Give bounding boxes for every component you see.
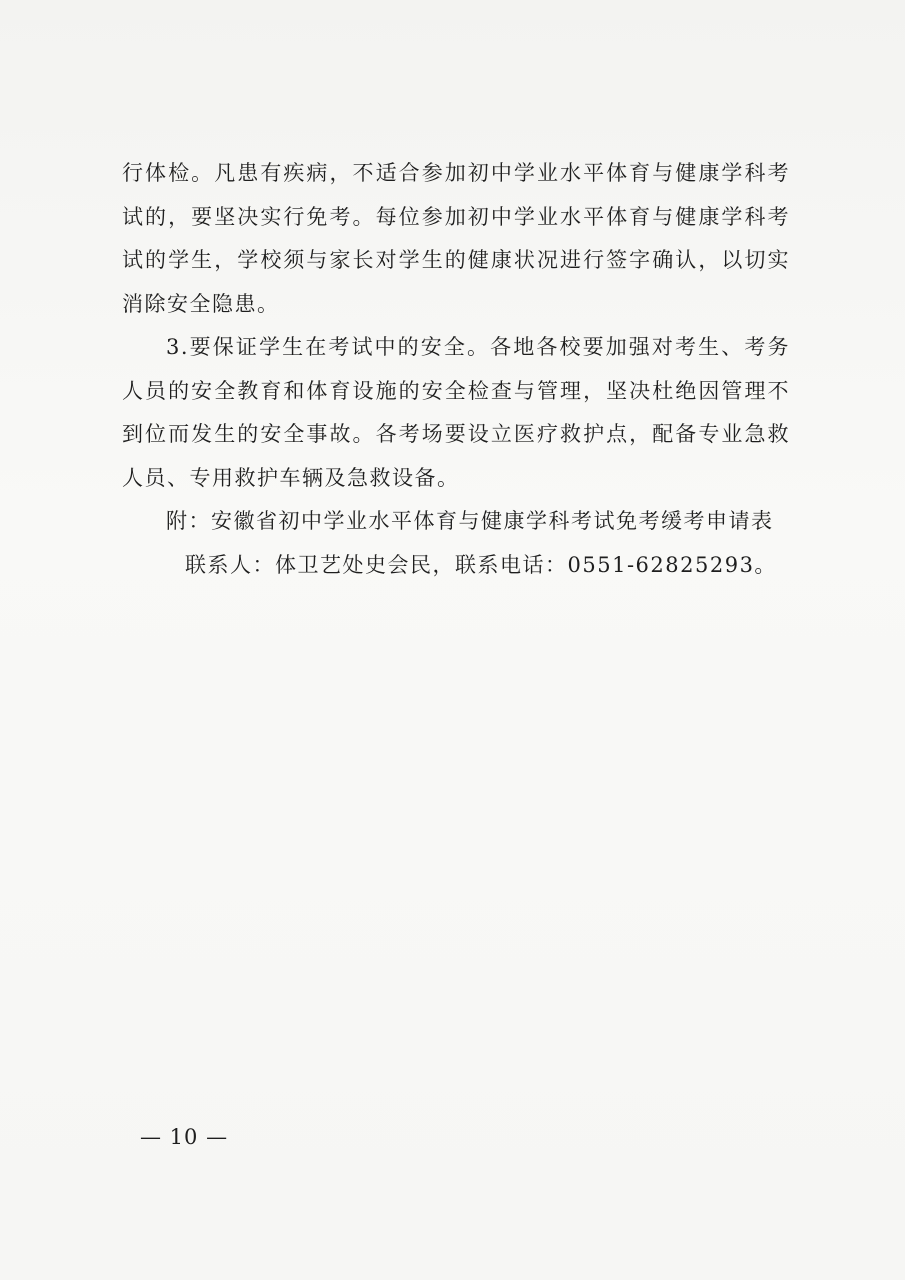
paragraph-attachment: 附：安徽省初中学业水平体育与健康学科考试免考缓考申请表 — [166, 509, 774, 533]
paragraph-exam-safety: 3.要保证学生在考试中的安全。各地各校要加强对考生、考务人员的安全教育和体育设施的安全检查与管理，坚决杜绝因管理不到位而发生的安全事故。各考场要设立医疗救护点，配备专业急救人员、专用救护车辆及急救设备。 — [122, 335, 790, 490]
document-body — [122, 152, 790, 587]
page-number: — 10 — — [140, 1125, 229, 1149]
paragraph-contact: 联系人：体卫艺处史会民，联系电话：0551-62825293。 — [185, 552, 777, 577]
paragraph-health-check: 行体检。凡患有疾病，不适合参加初中学业水平体育与健康学科考试的，要坚决实行免考。每位参加初中学业水平体育与健康学科考试的学生，学校须与家长对学生的健康状况进行签字确认，以切实消除安全隐患。 — [122, 161, 790, 316]
